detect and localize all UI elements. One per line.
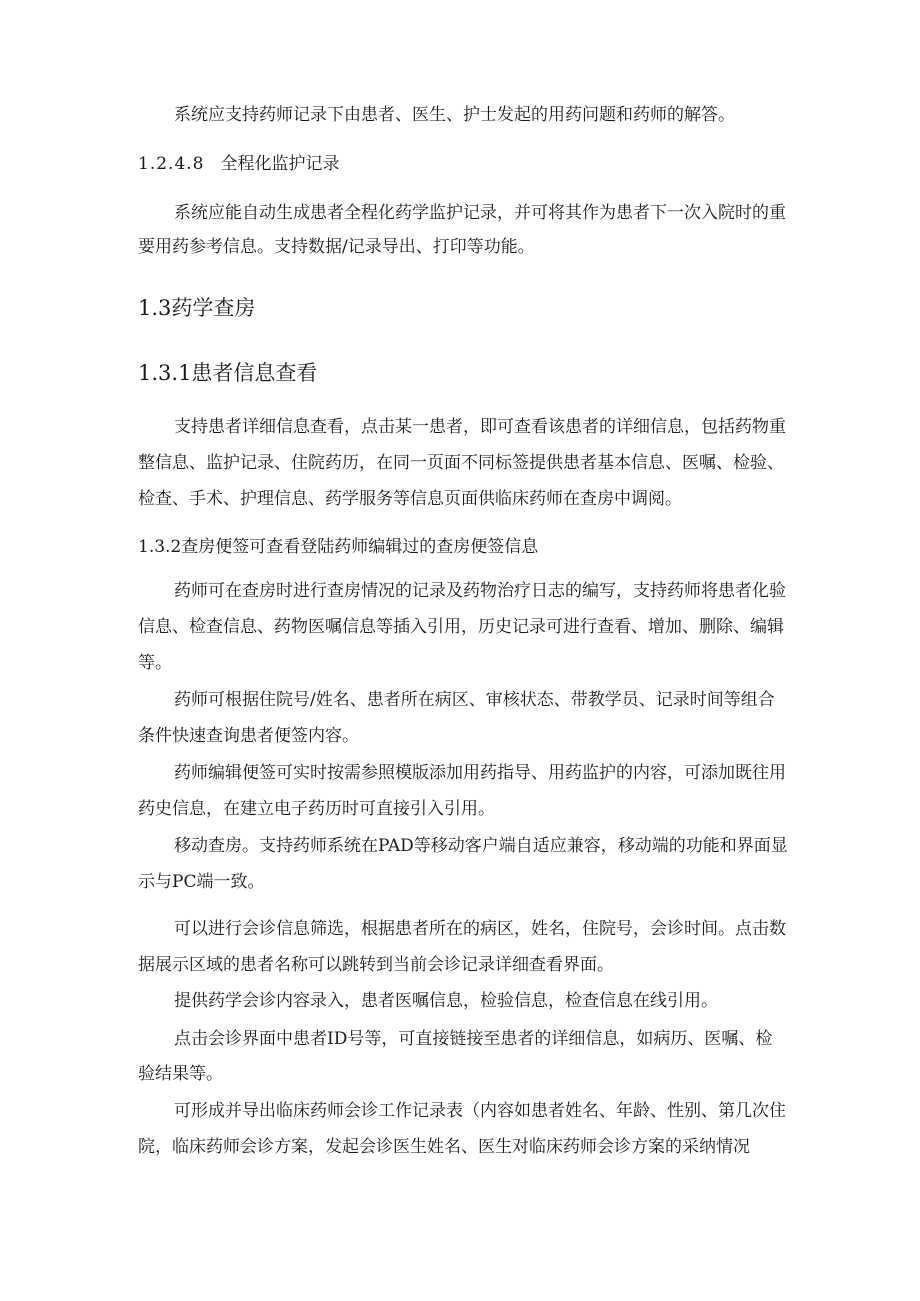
paragraph-rounds-line-3: 等。: [138, 653, 172, 673]
paragraph-mobile-line-1: 移动查房。支持药师系统在PAD等移动客户端自适应兼容，移动端的功能和界面显: [174, 836, 788, 856]
paragraph-monitor-line-1: 系统应能自动生成患者全程化药学监护记录，并可将其作为患者下一次入院时的重: [174, 203, 786, 223]
paragraph-patient-line-2: 整信息、监护记录、住院药历，在同一页面不同标签提供患者基本信息、医嘱、检验、: [138, 453, 784, 473]
paragraph-query-line-1: 药师可根据住院号/姓名、患者所在病区、审核状态、带教学员、记录时间等组合: [174, 690, 775, 710]
paragraph-patient-line-1: 支持患者详细信息查看，点击某一患者，即可查看该患者的详细信息，包括药物重: [174, 417, 786, 437]
paragraph-export-line-2: 院，临床药师会诊方案，发起会诊医生姓名、医生对临床药师会诊方案的采纳情况: [138, 1137, 750, 1157]
paragraph-rounds-line-2: 信息、检查信息、药物医嘱信息等插入引用，历史记录可进行查看、增加、删除、编辑: [138, 617, 784, 637]
heading-1-3: 1.3药学查房: [138, 296, 256, 320]
paragraph-consult-line-2: 据展示区域的患者名称可以跳转到当前会诊记录详细查看界面。: [138, 955, 614, 975]
paragraph-rounds-line-1: 药师可在查房时进行查房情况的记录及药物治疗日志的编写，支持药师将患者化验: [174, 581, 786, 601]
heading-number: 1.2.4.8: [138, 154, 205, 174]
paragraph-query-line-2: 条件快速查询患者便签内容。: [138, 726, 359, 746]
heading-1-3-1: 1.3.1患者信息查看: [138, 361, 318, 385]
paragraph-consult-input: 提供药学会诊内容录入，患者医嘱信息，检验信息，检查信息在线引用。: [174, 991, 718, 1011]
heading-title: 全程化监护记录: [220, 154, 340, 174]
paragraph-consult-link-line-2: 验结果等。: [138, 1064, 223, 1084]
paragraph-patient-line-3: 检查、手术、护理信息、药学服务等信息页面供临床药师在查房中调阅。: [138, 489, 682, 509]
paragraph-consult-line-1: 可以进行会诊信息筛选，根据患者所在的病区，姓名，住院号，会诊时间。点击数: [174, 919, 786, 939]
paragraph-monitor-line-2: 要用药参考信息。支持数据/记录导出、打印等功能。: [138, 237, 535, 257]
paragraph-export-line-1: 可形成并导出临床药师会诊工作记录表（内容如患者姓名、年龄、性别、第几次住: [174, 1101, 786, 1121]
heading-1-2-4-8: [138, 154, 339, 174]
paragraph-mobile-line-2: 示与PC端一致。: [138, 872, 265, 892]
paragraph-consult-link-line-1: 点击会诊界面中患者ID号等，可直接链接至患者的详细信息，如病历、医嘱、检: [174, 1029, 773, 1049]
paragraph-edit-line-2: 药史信息，在建立电子药历时可直接引入引用。: [138, 799, 495, 819]
paragraph-support-questions: 系统应支持药师记录下由患者、医生、护士发起的用药问题和药师的解答。: [174, 105, 735, 125]
heading-1-3-2: 1.3.2查房便签可查看登陆药师编辑过的查房便签信息: [138, 537, 539, 557]
paragraph-edit-line-1: 药师编辑便签可实时按需参照模版添加用药指导、用药监护的内容，可添加既往用: [174, 763, 786, 783]
